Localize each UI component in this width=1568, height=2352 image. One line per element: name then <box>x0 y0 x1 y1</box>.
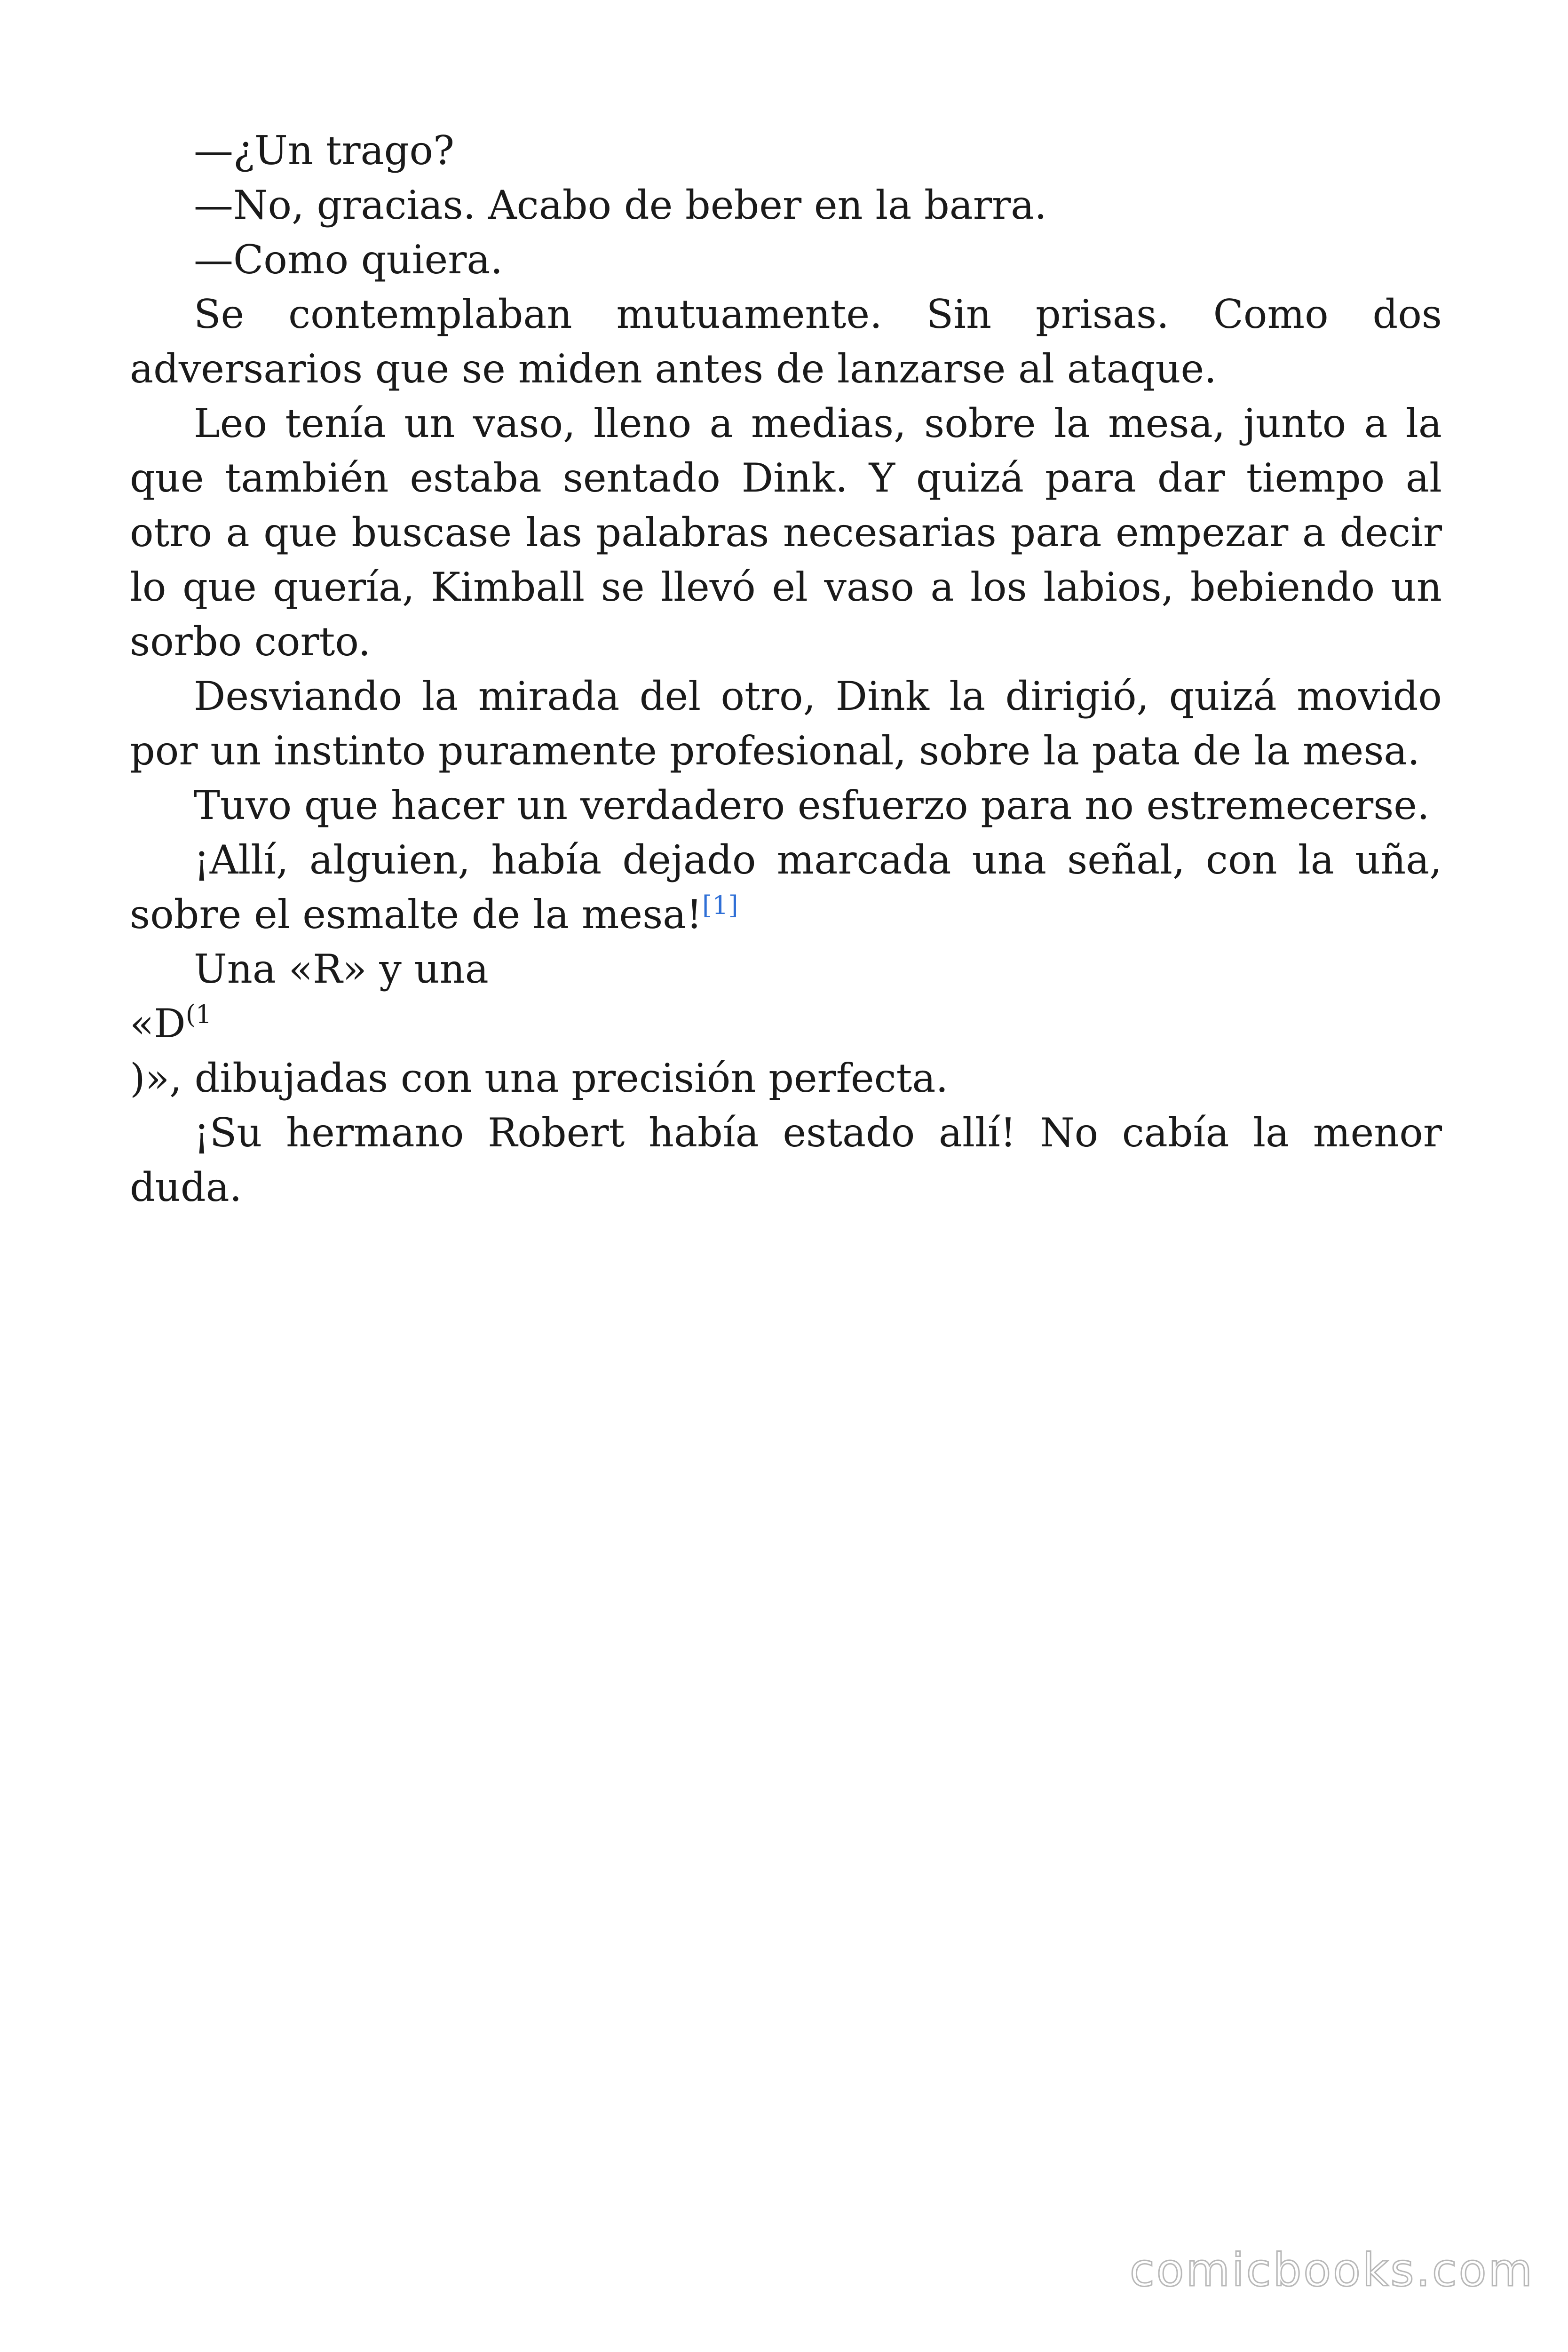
paragraph-text: «D <box>130 1001 186 1047</box>
paragraph: —¿Un trago? <box>194 127 454 174</box>
paragraph: Desviando la mirada del otro, Dink la dirigió, quizá movido por un instinto puramente profesional, sobre la pata de la mesa. <box>130 673 1442 774</box>
superscript-marker: (1 <box>185 1000 212 1029</box>
paragraph-fragment <box>130 996 1442 1051</box>
paragraph: Leo tenía un vaso, lleno a medias, sobre la mesa, junto a la que también estaba sentado Dink. Y quizá para dar tiempo al otro a que buscase las palabras necesarias para empezar a decir lo que quería, Kimball se llevó el vaso a los labios, bebiendo un sorbo corto. <box>130 400 1442 665</box>
watermark-logo: comicbooks.com <box>1129 2244 1534 2296</box>
paragraph-text: ¡Allí, alguien, había dejado marcada una señal, con la uña, sobre el esmalte de la mesa! <box>130 837 1442 938</box>
page-body <box>130 123 1442 1215</box>
paragraph: Se contemplaban mutuamente. Sin prisas. Como dos adversarios que se miden antes de lanzarse al ataque. <box>130 291 1442 392</box>
paragraph: —No, gracias. Acabo de beber en la barra. <box>194 182 1047 228</box>
paragraph-with-footnote <box>130 833 1442 942</box>
paragraph: Tuvo que hacer un verdadero esfuerzo para no estremecerse. <box>194 782 1430 828</box>
paragraph: Una «R» y una <box>194 946 489 992</box>
paragraph-fragment: )», dibujadas con una precisión perfecta. <box>130 1055 949 1101</box>
paragraph: —Como quiera. <box>194 237 503 283</box>
footnote-link[interactable]: [1] <box>702 890 738 920</box>
paragraph: ¡Su hermano Robert había estado allí! No cabía la menor duda. <box>130 1110 1442 1210</box>
